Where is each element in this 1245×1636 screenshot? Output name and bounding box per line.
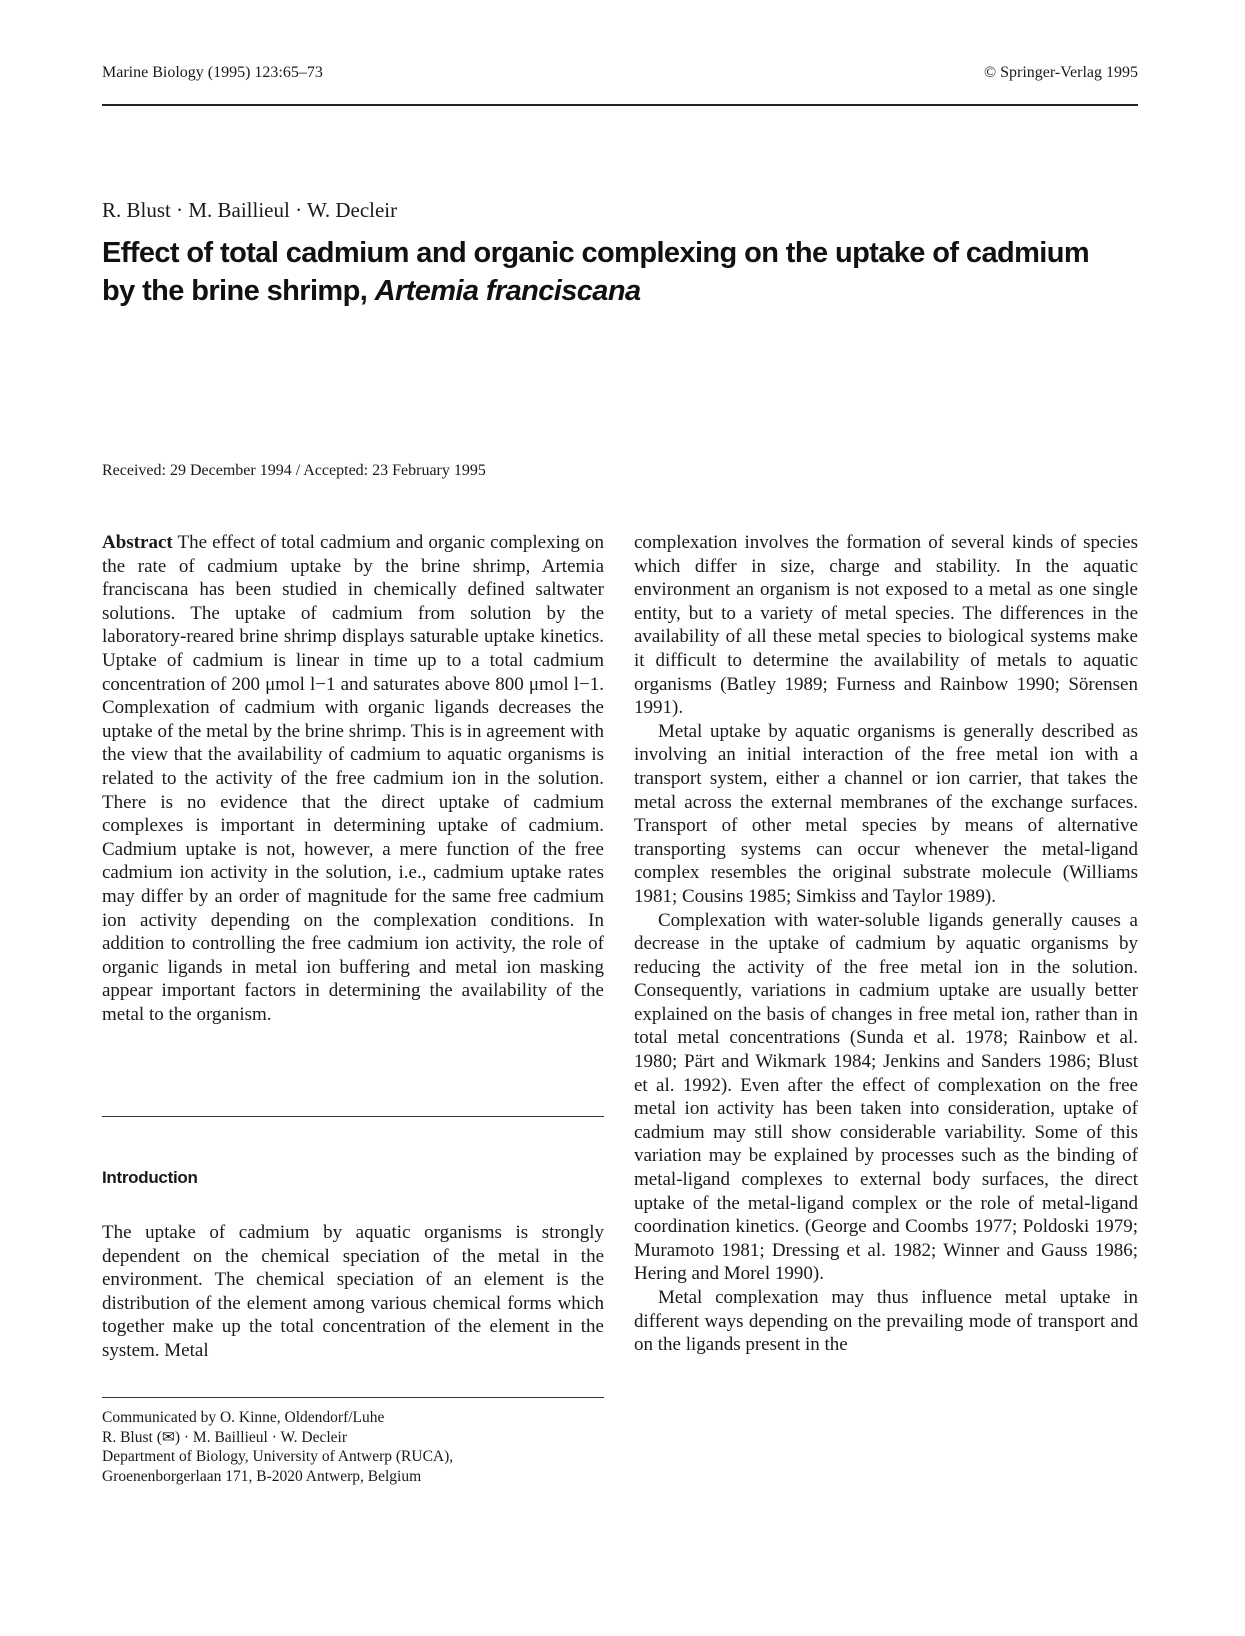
footnote xyxy=(102,1408,622,1486)
article-title xyxy=(102,234,1102,310)
author-list: R. Blust · M. Baillieul · W. Decleir xyxy=(102,198,398,222)
abstract-section xyxy=(102,531,604,1026)
body-paragraph: Complexation with water-soluble ligands generally causes a decrease in the uptake of cadmium by aquatic organisms by reducing the activity of the free metal ion in the solution. Consequently, variations in cadmium uptake are usually better explained on the basis of changes in free metal ion, rather than in total metal concentrations (Sunda et al. 1978; Rainbow et al. 1980; Pärt and Wikmark 1984; Jenkins and Sanders 1986; Blust et al. 1992). Even after the effect of complexation on the free metal ion activity has been taken into consideration, uptake of cadmium may still show considerable variability. Some of this variation may be explained by processes such as the binding of metal-ligand complexes to external body surfaces, the direct uptake of the metal-ligand complex or the role of metal-ligand coordination kinetics. (George and Coombs 1977; Poldoski 1979; Muramoto 1981; Dressing et al. 1982; Winner and Gauss 1986; Hering and Morel 1990). xyxy=(634,909,1138,1285)
introduction-heading: Introduction xyxy=(102,1168,198,1187)
affiliation-department: Department of Biology, University of Antwerp (RUCA), xyxy=(102,1448,454,1465)
running-header xyxy=(102,64,1138,86)
abstract-paragraph xyxy=(102,531,604,1026)
section-rule xyxy=(102,1116,604,1117)
affiliation-address: Groenenborgerlaan 171, B-2020 Antwerp, Belgium xyxy=(102,1467,422,1485)
corresponding-authors: R. Blust (✉) · M. Baillieul · W. Decleir xyxy=(102,1428,348,1446)
right-column xyxy=(634,531,1138,1357)
journal-citation: Marine Biology (1995) 123:65–73 xyxy=(102,64,323,81)
introduction-text: The uptake of cadmium by aquatic organisms is strongly dependent on the chemical speciation of the metal in the environment. The chemical speciation of an element is the distribution of the element among various chemical forms which together make up the total concentration of the element in the system. Metal xyxy=(102,1222,604,1361)
body-paragraph: Metal uptake by aquatic organisms is generally described as involving an initial interaction of the free metal ion with a transport system, either a channel or ion carrier, that takes the metal across the external membranes of the exchange surfaces. Transport of other metal species by means of alternative transporting systems can occur whenever the metal-ligand complex resembles the original substrate molecule (Williams 1981; Cousins 1985; Simkiss and Taylor 1989). xyxy=(634,720,1138,907)
received-dates: Received: 29 December 1994 / Accepted: 23 February 1995 xyxy=(102,462,486,479)
title-main: Effect of total cadmium and organic complexing on the uptake of cadmium by the brine shrimp, xyxy=(102,237,1090,307)
body-paragraph: complexation involves the formation of several kinds of species which differ in size, charge and stability. In the aquatic environment an organism is not exposed to a metal as one single entity, but to a variety of metal species. The differences in the availability of all these metal species to biological systems make it difficult to determine the availability of metals to aquatic organisms (Batley 1989; Furness and Rainbow 1990; Sörensen 1991). xyxy=(634,532,1138,719)
header-rule xyxy=(102,104,1138,106)
copyright-notice: © Springer-Verlag 1995 xyxy=(983,64,1138,81)
abstract-text: The effect of total cadmium and organic complexing on the rate of cadmium uptake by the brine shrimp, Artemia franciscana has been studied in chemically defined saltwater solutions. The uptake of cadmium from solution by the laboratory-reared brine shrimp displays saturable uptake kinetics. Uptake of cadmium is linear in time up to a total cadmium concentration of 200 μmol l−1 and saturates above 800 μmol l−1. Complexation of cadmium with organic ligands decreases the uptake of the metal by the brine shrimp. This is in agreement with the view that the availability of cadmium to aquatic organisms is related to the activity of the free cadmium ion in the solution. There is no evidence that the direct uptake of cadmium complexes is important in determining uptake of cadmium. Cadmium uptake is not, however, a mere function of the free cadmium ion activity in the solution, i.e., cadmium uptake rates may differ by an order of magnitude for the same free cadmium ion activity depending on the complexation conditions. In addition to controlling the free cadmium ion activity, the role of organic ligands in metal ion buffering and metal ion masking appear important factors in determining the availability of the metal to the organism. xyxy=(102,532,604,1025)
communicated-by: Communicated by O. Kinne, Oldendorf/Luhe xyxy=(102,1409,385,1426)
abstract-label: Abstract xyxy=(102,532,173,553)
title-species: Artemia franciscana xyxy=(374,275,641,307)
footnote-rule xyxy=(102,1397,604,1398)
body-paragraph: Metal complexation may thus influence metal uptake in different ways depending on the prevailing mode of transport and on the ligands present in the xyxy=(634,1287,1138,1356)
